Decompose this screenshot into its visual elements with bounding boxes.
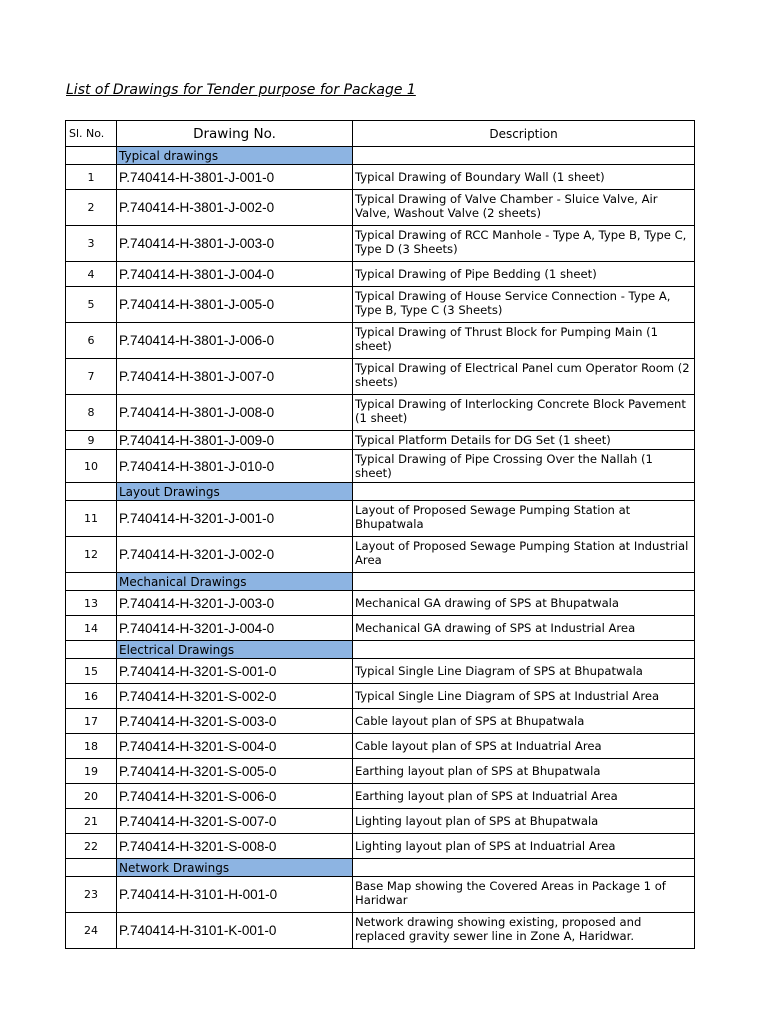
- sl-no-cell: 14: [66, 616, 117, 641]
- description-cell: Typical Drawing of Thrust Block for Pumping Main (1 sheet): [353, 323, 695, 359]
- drawing-no-cell: P.740414-H-3801-J-006-0: [117, 323, 353, 359]
- description-cell: Lighting layout plan of SPS at Bhupatwala: [353, 809, 695, 834]
- drawing-no-cell: P.740414-H-3101-K-001-0: [117, 913, 353, 949]
- drawing-no-cell: P.740414-H-3201-S-005-0: [117, 759, 353, 784]
- drawing-no-cell: P.740414-H-3801-J-002-0: [117, 190, 353, 226]
- section-desc-cell: [353, 573, 695, 591]
- sl-no-cell: 23: [66, 877, 117, 913]
- sl-no-cell: 22: [66, 834, 117, 859]
- drawing-no-cell: P.740414-H-3201-S-007-0: [117, 809, 353, 834]
- sl-no-cell: 13: [66, 591, 117, 616]
- drawing-no-cell: P.740414-H-3801-J-003-0: [117, 226, 353, 262]
- table-row: [66, 226, 695, 262]
- table-row: [66, 165, 695, 190]
- sl-no-cell: 21: [66, 809, 117, 834]
- section-row: [66, 483, 695, 501]
- page-title: List of Drawings for Tender purpose for Package 1: [66, 82, 416, 98]
- drawing-no-cell: P.740414-H-3801-J-001-0: [117, 165, 353, 190]
- sl-no-cell: 10: [66, 450, 117, 483]
- section-heading: Typical drawings: [117, 147, 353, 165]
- section-sl-cell: [66, 483, 117, 501]
- table-row: [66, 287, 695, 323]
- drawing-no-cell: P.740414-H-3201-J-001-0: [117, 501, 353, 537]
- table-row: [66, 877, 695, 913]
- table-row: [66, 734, 695, 759]
- column-header-sl-no: Sl. No.: [66, 121, 117, 147]
- sl-no-cell: 4: [66, 262, 117, 287]
- sl-no-cell: 12: [66, 537, 117, 573]
- drawing-no-cell: P.740414-H-3201-S-001-0: [117, 659, 353, 684]
- table-body: [66, 147, 695, 949]
- table-row: [66, 759, 695, 784]
- section-desc-cell: [353, 859, 695, 877]
- sl-no-cell: 5: [66, 287, 117, 323]
- sl-no-cell: 3: [66, 226, 117, 262]
- description-cell: Cable layout plan of SPS at Induatrial Area: [353, 734, 695, 759]
- section-row: [66, 641, 695, 659]
- description-cell: Typical Drawing of Pipe Bedding (1 sheet): [353, 262, 695, 287]
- sl-no-cell: 18: [66, 734, 117, 759]
- section-heading: Electrical Drawings: [117, 641, 353, 659]
- section-heading: Network Drawings: [117, 859, 353, 877]
- drawing-no-cell: P.740414-H-3801-J-005-0: [117, 287, 353, 323]
- sl-no-cell: 1: [66, 165, 117, 190]
- sl-no-cell: 24: [66, 913, 117, 949]
- description-cell: Layout of Proposed Sewage Pumping Station at Bhupatwala: [353, 501, 695, 537]
- table-row: [66, 431, 695, 450]
- table-header-row: [66, 121, 695, 147]
- drawing-no-cell: P.740414-H-3801-J-008-0: [117, 395, 353, 431]
- sl-no-cell: 11: [66, 501, 117, 537]
- drawing-no-cell: P.740414-H-3201-J-004-0: [117, 616, 353, 641]
- section-sl-cell: [66, 641, 117, 659]
- description-cell: Base Map showing the Covered Areas in Package 1 of Haridwar: [353, 877, 695, 913]
- description-cell: Earthing layout plan of SPS at Induatrial Area: [353, 784, 695, 809]
- description-cell: Typical Single Line Diagram of SPS at Bhupatwala: [353, 659, 695, 684]
- section-sl-cell: [66, 573, 117, 591]
- description-cell: Typical Drawing of Pipe Crossing Over the Nallah (1 sheet): [353, 450, 695, 483]
- section-heading: Mechanical Drawings: [117, 573, 353, 591]
- section-desc-cell: [353, 641, 695, 659]
- sl-no-cell: 7: [66, 359, 117, 395]
- sl-no-cell: 16: [66, 684, 117, 709]
- column-header-description: Description: [353, 121, 695, 147]
- table-row: [66, 709, 695, 734]
- description-cell: Typical Drawing of Electrical Panel cum Operator Room (2 sheets): [353, 359, 695, 395]
- table-row: [66, 834, 695, 859]
- description-cell: Mechanical GA drawing of SPS at Industrial Area: [353, 616, 695, 641]
- section-row: [66, 147, 695, 165]
- drawing-no-cell: P.740414-H-3201-S-003-0: [117, 709, 353, 734]
- table-row: [66, 684, 695, 709]
- description-cell: Typical Drawing of Valve Chamber - Sluice Valve, Air Valve, Washout Valve (2 sheets): [353, 190, 695, 226]
- sl-no-cell: 8: [66, 395, 117, 431]
- table-row: [66, 359, 695, 395]
- table-row: [66, 784, 695, 809]
- sl-no-cell: 19: [66, 759, 117, 784]
- drawing-no-cell: P.740414-H-3201-J-002-0: [117, 537, 353, 573]
- table-row: [66, 262, 695, 287]
- description-cell: Typical Drawing of RCC Manhole - Type A, Type B, Type C, Type D (3 Sheets): [353, 226, 695, 262]
- drawing-no-cell: P.740414-H-3201-S-006-0: [117, 784, 353, 809]
- description-cell: Cable layout plan of SPS at Bhupatwala: [353, 709, 695, 734]
- description-cell: Typical Single Line Diagram of SPS at Industrial Area: [353, 684, 695, 709]
- section-row: [66, 859, 695, 877]
- drawing-no-cell: P.740414-H-3801-J-010-0: [117, 450, 353, 483]
- table-row: [66, 809, 695, 834]
- table-row: [66, 659, 695, 684]
- description-cell: Typical Platform Details for DG Set (1 sheet): [353, 431, 695, 450]
- description-cell: Earthing layout plan of SPS at Bhupatwala: [353, 759, 695, 784]
- description-cell: Lighting layout plan of SPS at Induatrial Area: [353, 834, 695, 859]
- sl-no-cell: 9: [66, 431, 117, 450]
- table-row: [66, 450, 695, 483]
- drawing-no-cell: P.740414-H-3801-J-009-0: [117, 431, 353, 450]
- table-row: [66, 323, 695, 359]
- drawing-no-cell: P.740414-H-3801-J-007-0: [117, 359, 353, 395]
- table-row: [66, 537, 695, 573]
- section-sl-cell: [66, 147, 117, 165]
- sl-no-cell: 2: [66, 190, 117, 226]
- section-row: [66, 573, 695, 591]
- drawing-no-cell: P.740414-H-3201-J-003-0: [117, 591, 353, 616]
- column-header-drawing-no: Drawing No.: [117, 121, 353, 147]
- table-row: [66, 913, 695, 949]
- sl-no-cell: 15: [66, 659, 117, 684]
- table-row: [66, 395, 695, 431]
- drawing-no-cell: P.740414-H-3201-S-004-0: [117, 734, 353, 759]
- section-desc-cell: [353, 483, 695, 501]
- drawing-no-cell: P.740414-H-3201-S-002-0: [117, 684, 353, 709]
- description-cell: Typical Drawing of House Service Connection - Type A, Type B, Type C (3 Sheets): [353, 287, 695, 323]
- sl-no-cell: 20: [66, 784, 117, 809]
- drawing-no-cell: P.740414-H-3101-H-001-0: [117, 877, 353, 913]
- section-desc-cell: [353, 147, 695, 165]
- sl-no-cell: 17: [66, 709, 117, 734]
- description-cell: Mechanical GA drawing of SPS at Bhupatwala: [353, 591, 695, 616]
- section-sl-cell: [66, 859, 117, 877]
- description-cell: Network drawing showing existing, proposed and replaced gravity sewer line in Zone A, Haridwar.: [353, 913, 695, 949]
- drawing-no-cell: P.740414-H-3801-J-004-0: [117, 262, 353, 287]
- description-cell: Layout of Proposed Sewage Pumping Station at Industrial Area: [353, 537, 695, 573]
- description-cell: Typical Drawing of Boundary Wall (1 sheet): [353, 165, 695, 190]
- drawing-no-cell: P.740414-H-3201-S-008-0: [117, 834, 353, 859]
- drawings-table: [65, 120, 695, 949]
- section-heading: Layout Drawings: [117, 483, 353, 501]
- table-row: [66, 501, 695, 537]
- table-row: [66, 616, 695, 641]
- table-row: [66, 190, 695, 226]
- table-row: [66, 591, 695, 616]
- sl-no-cell: 6: [66, 323, 117, 359]
- description-cell: Typical Drawing of Interlocking Concrete Block Pavement (1 sheet): [353, 395, 695, 431]
